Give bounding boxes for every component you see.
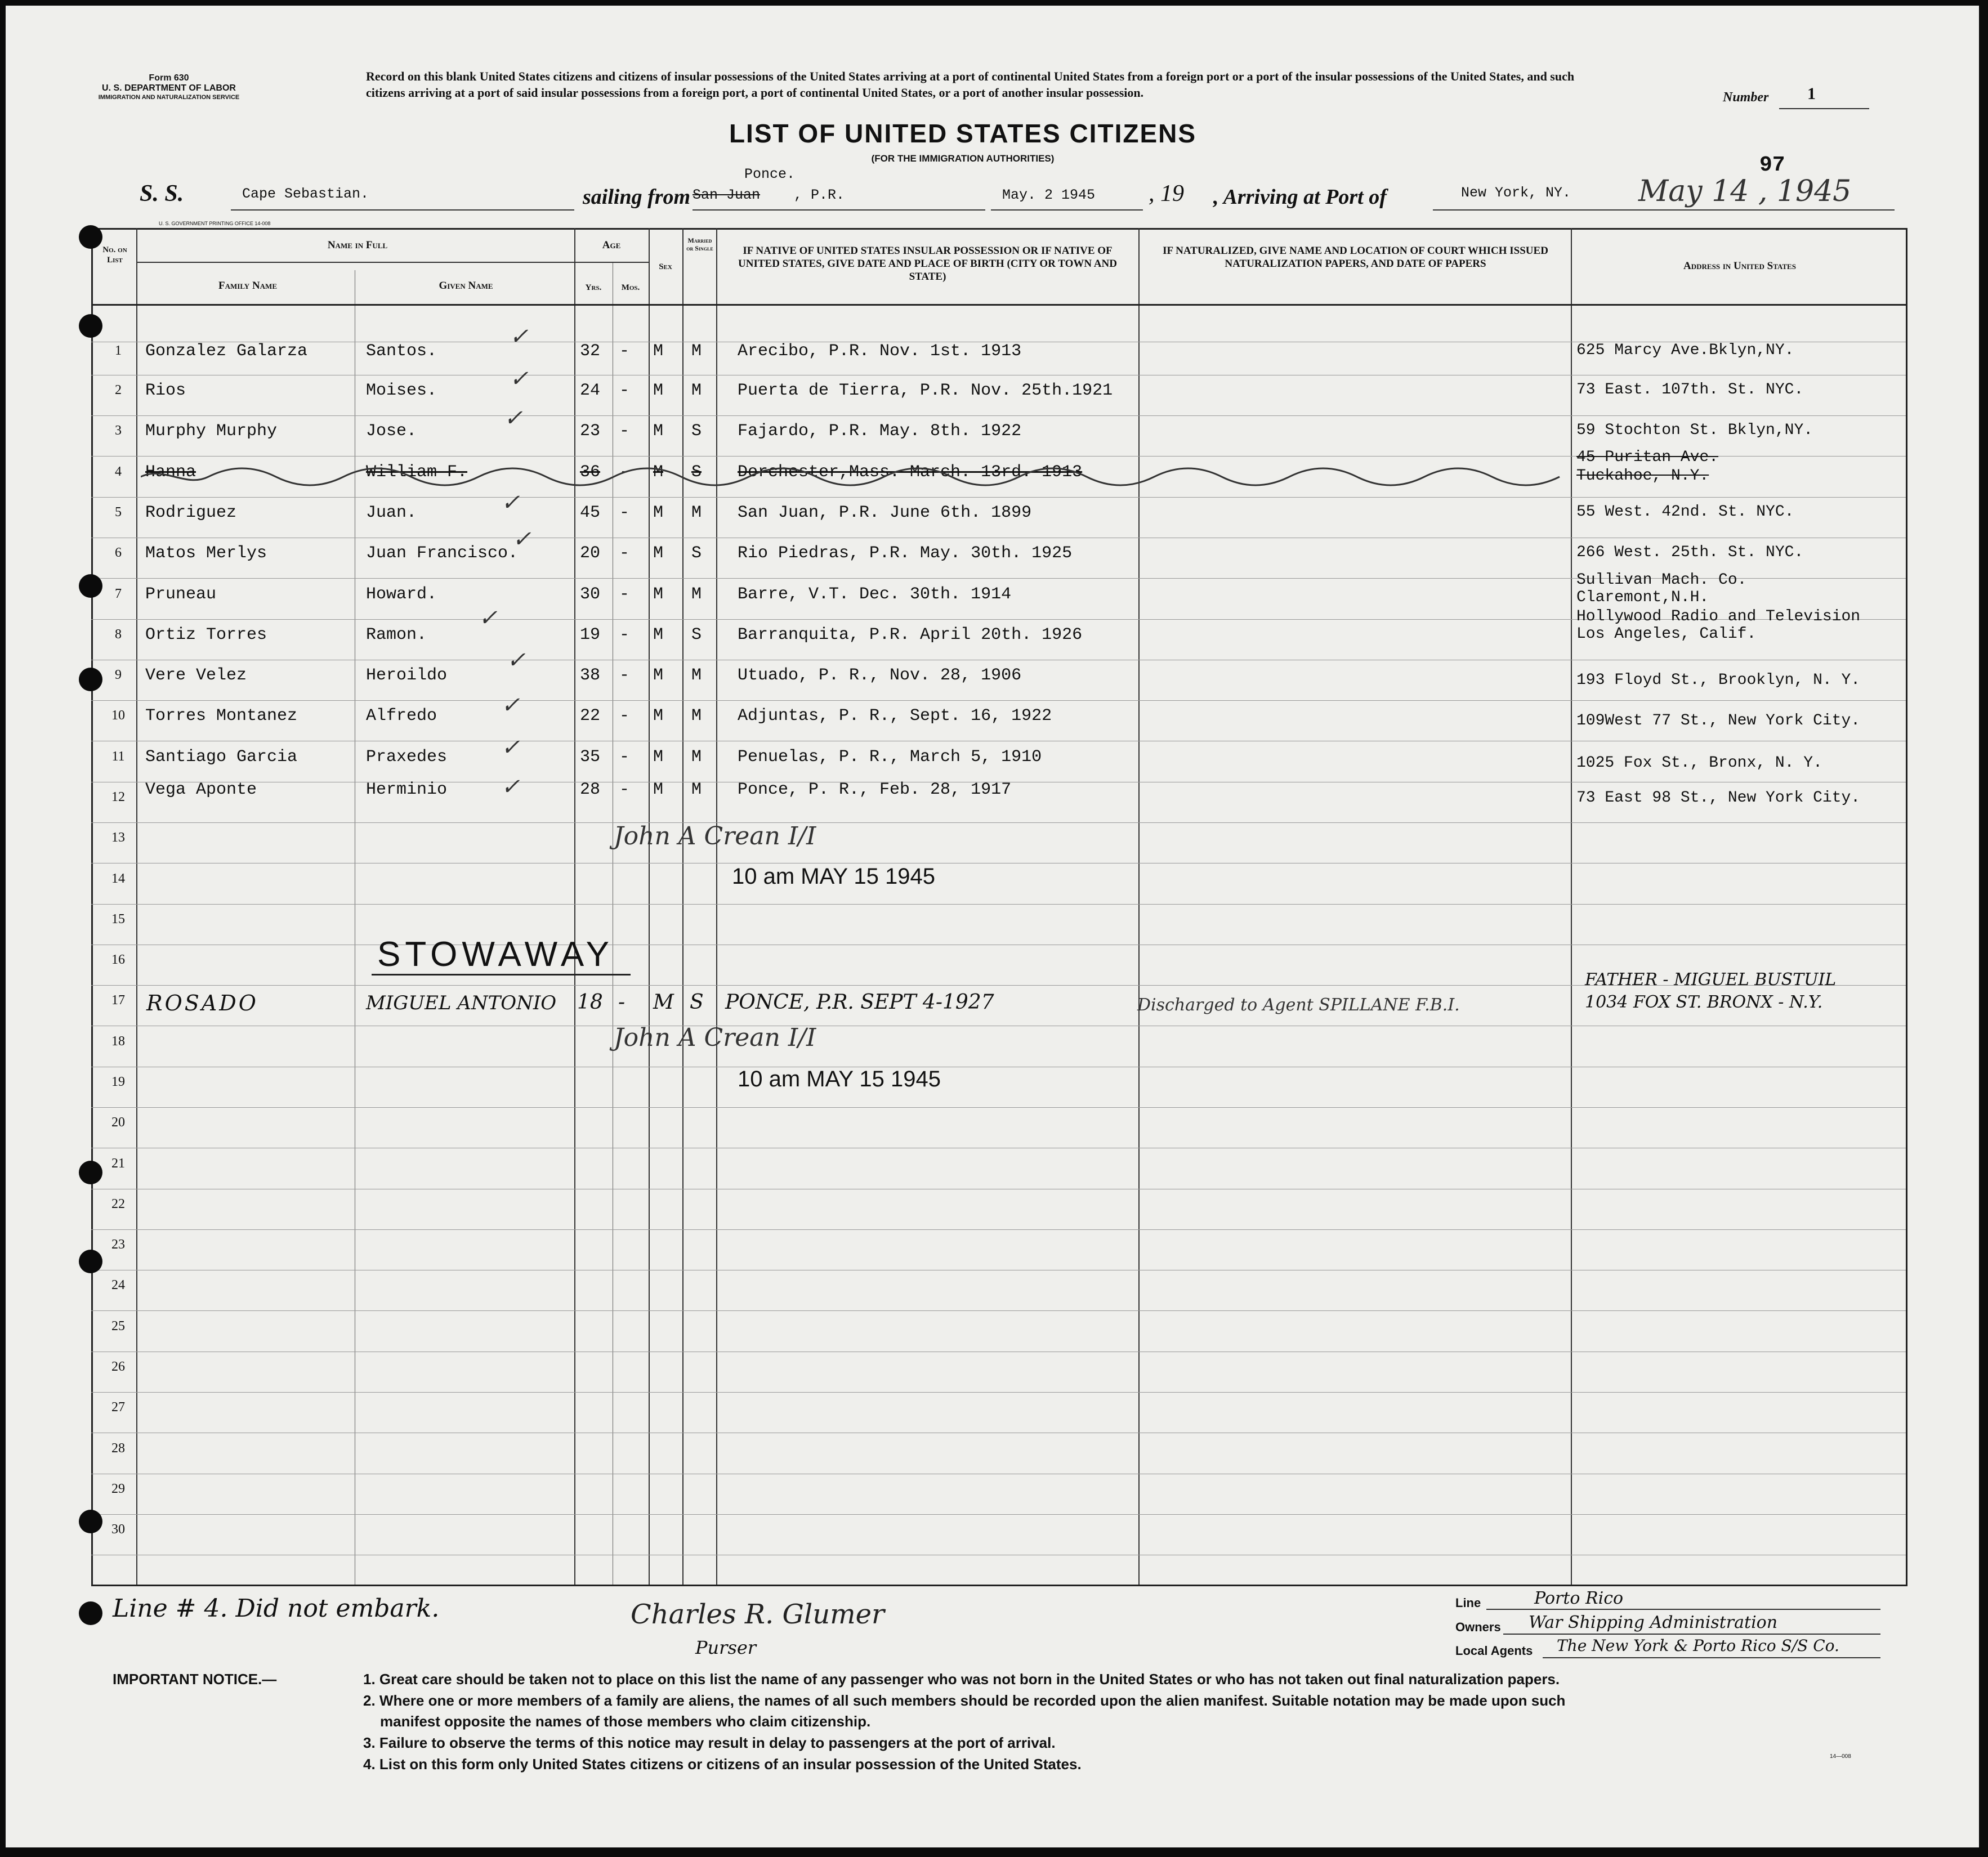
port-underline bbox=[693, 209, 985, 211]
manifest-page bbox=[6, 6, 1979, 1847]
row-number: 5 bbox=[115, 505, 122, 520]
arrival-date-handwritten: May 14 , 1945 bbox=[1638, 174, 1852, 208]
check-mark: ✓ bbox=[504, 405, 523, 431]
sailing-port-struck: San Juan bbox=[693, 187, 761, 203]
arrive-underline bbox=[1433, 209, 1895, 211]
check-mark: ✓ bbox=[479, 605, 498, 631]
sex: M bbox=[653, 666, 664, 685]
family-name: Hanna bbox=[145, 463, 196, 482]
given-name: Howard. bbox=[366, 585, 437, 604]
rule bbox=[91, 1514, 1906, 1515]
birth-info: Fajardo, P.R. May. 8th. 1922 bbox=[738, 422, 1022, 441]
given-name: MIGUEL ANTONIO bbox=[366, 992, 557, 1014]
marital-status: M bbox=[691, 342, 702, 361]
row-number: 23 bbox=[111, 1237, 125, 1252]
header-no-on-list: No. on List bbox=[102, 245, 127, 265]
col-divider bbox=[574, 228, 575, 1586]
marital-status: M bbox=[691, 503, 702, 522]
birth-info: Arecibo, P.R. Nov. 1st. 1913 bbox=[738, 342, 1022, 361]
notice-item-2: 2. Where one or more members of a family are aliens, the names of all such members should be recorded upon the alien manifest. Suitable notation may be made upon such bbox=[363, 1692, 1566, 1709]
age-years: 45 bbox=[580, 503, 601, 522]
age-months: - bbox=[619, 780, 630, 799]
address: Sullivan Mach. Co. bbox=[1576, 571, 1747, 589]
birth-info: Penuelas, P. R., March 5, 1910 bbox=[738, 748, 1042, 767]
check-mark: ✓ bbox=[510, 324, 529, 350]
sailing-label: sailing from bbox=[583, 185, 691, 209]
printer-note: U. S. GOVERNMENT PRINTING OFFICE 14-008 bbox=[159, 221, 271, 226]
stamp-number: 97 bbox=[1759, 153, 1785, 177]
address: 73 East. 107th. St. NYC. bbox=[1576, 381, 1804, 399]
footer-code: 14—008 bbox=[1830, 1753, 1851, 1760]
year-prefix: , 19 bbox=[1149, 181, 1184, 207]
punch-hole bbox=[79, 574, 102, 598]
row-number: 7 bbox=[115, 587, 122, 601]
row-number: 24 bbox=[111, 1278, 125, 1292]
check-mark: ✓ bbox=[501, 692, 520, 718]
notice-item-1: 1. Great care should be taken not to place on this list the name of any passenger who was not born in the United States or who has not taken out final naturalization papers. bbox=[363, 1671, 1560, 1688]
col-divider bbox=[649, 228, 650, 1586]
age-months: - bbox=[618, 991, 626, 1014]
header-bottom-rule bbox=[91, 304, 1906, 306]
punch-hole bbox=[79, 1161, 102, 1184]
age-years: 24 bbox=[580, 381, 601, 400]
purser-signature: Charles R. Glumer bbox=[631, 1599, 884, 1630]
rule bbox=[91, 415, 1906, 416]
header-age: Age bbox=[602, 239, 621, 251]
header-rule bbox=[136, 262, 649, 263]
department-name: U. S. DEPARTMENT OF LABOR bbox=[102, 83, 236, 93]
row-number: 27 bbox=[111, 1400, 125, 1415]
notice-item-4: 4. List on this form only United States citizens or citizens of an insular possession of the United States. bbox=[363, 1755, 1082, 1773]
family-name: Pruneau bbox=[145, 585, 217, 604]
notice-item-2-continued: manifest opposite the names of those members who claim citizenship. bbox=[380, 1713, 871, 1730]
row-number: 11 bbox=[111, 749, 125, 764]
row-number: 25 bbox=[111, 1319, 125, 1334]
family-name: Vega Aponte bbox=[145, 780, 257, 799]
given-name: Praxedes bbox=[366, 748, 448, 767]
address: 73 East 98 St., New York City. bbox=[1576, 789, 1861, 807]
stowaway-label: STOWAWAY bbox=[377, 935, 614, 974]
sex: M bbox=[653, 342, 664, 361]
important-notice bbox=[113, 1669, 1914, 1775]
number-label: Number bbox=[1723, 90, 1769, 105]
header-family-name: Family Name bbox=[218, 280, 277, 292]
age-months: - bbox=[619, 342, 630, 361]
table-bottom-rule bbox=[91, 1585, 1906, 1586]
address: Hollywood Radio and Television bbox=[1576, 608, 1861, 625]
header-birth: IF NATIVE OF UNITED STATES INSULAR POSSESSION OR IF NATIVE OF UNITED STATES, GIVE DATE AND PLACE OF BIRTH (CITY OR TOWN AND STATE) bbox=[738, 245, 1117, 283]
sailing-port-state: , P.R. bbox=[794, 187, 845, 203]
inspection-stamp: 10 am MAY 15 1945 bbox=[738, 1067, 941, 1091]
header-given-name: Given Name bbox=[439, 280, 493, 292]
row-number: 12 bbox=[111, 790, 125, 804]
punch-hole bbox=[79, 225, 102, 249]
given-name: Santos. bbox=[366, 342, 437, 361]
sex: M bbox=[653, 422, 664, 441]
rule bbox=[91, 904, 1906, 905]
check-mark: ✓ bbox=[501, 490, 520, 516]
age-years: 22 bbox=[580, 706, 601, 726]
service-name: IMMIGRATION AND NATURALIZATION SERVICE bbox=[98, 93, 240, 101]
strike-through-line bbox=[141, 463, 1582, 491]
number-underline bbox=[1779, 108, 1869, 109]
address: 45 Puritan Ave. bbox=[1576, 449, 1719, 466]
punch-hole bbox=[79, 668, 102, 691]
ship-name: Cape Sebastian. bbox=[242, 186, 369, 202]
family-name: Gonzalez Galarza bbox=[145, 342, 308, 361]
agents-label: Local Agents bbox=[1455, 1644, 1533, 1658]
check-mark: ✓ bbox=[501, 735, 520, 760]
address: 59 Stochton St. Bklyn,NY. bbox=[1576, 422, 1813, 439]
given-name: Jose. bbox=[366, 422, 417, 441]
owners-value: War Shipping Administration bbox=[1529, 1613, 1778, 1632]
form-number: Form 630 bbox=[149, 73, 189, 83]
sex: M bbox=[653, 585, 664, 604]
age-years: 19 bbox=[580, 625, 601, 645]
rule bbox=[91, 1392, 1906, 1393]
address: FATHER - MIGUEL BUSTUIL bbox=[1585, 970, 1837, 990]
age-months: - bbox=[619, 666, 630, 685]
address: 266 West. 25th. St. NYC. bbox=[1576, 544, 1804, 561]
punch-hole bbox=[79, 1250, 102, 1273]
marital-status: S bbox=[691, 544, 702, 563]
address-line-2: Claremont,N.H. bbox=[1576, 589, 1709, 606]
marital-status: M bbox=[691, 585, 702, 604]
address: 109West 77 St., New York City. bbox=[1576, 712, 1861, 730]
notice-item-3: 3. Failure to observe the terms of this notice may result in delay to passengers at the port of arrival. bbox=[363, 1734, 1056, 1752]
rule bbox=[91, 1310, 1906, 1311]
row-number: 15 bbox=[111, 912, 125, 927]
purser-label: Purser bbox=[695, 1637, 757, 1658]
family-name: Rios bbox=[145, 381, 186, 400]
intro-text: Record on this blank United States citizens and citizens of insular possessions of the United States arriving at a port of continental United States from a foreign port or a port of the insular possessions of the United States, and such citizens arriving at a port of said insular possessions from a foreign port, a port of continental United States, or a port of another insular possession. bbox=[366, 69, 1575, 100]
naturalization-info: Discharged to Agent SPILLANE F.B.I. bbox=[1137, 995, 1460, 1015]
age-years: 28 bbox=[580, 780, 601, 799]
address: 55 West. 42nd. St. NYC. bbox=[1576, 503, 1794, 521]
sex: M bbox=[653, 544, 664, 563]
marital-status: S bbox=[691, 463, 702, 482]
header-sex: Sex bbox=[659, 262, 672, 271]
sex: M bbox=[653, 503, 664, 522]
row-number: 26 bbox=[111, 1359, 125, 1374]
address-line-2: 1034 FOX ST. BRONX - N.Y. bbox=[1585, 992, 1823, 1012]
marital-status: M bbox=[691, 706, 702, 726]
check-mark: ✓ bbox=[512, 526, 531, 552]
age-months: - bbox=[619, 585, 630, 604]
address: 625 Marcy Ave.Bklyn,NY. bbox=[1576, 342, 1794, 359]
check-mark: ✓ bbox=[507, 647, 526, 673]
marital-status: M bbox=[691, 666, 702, 685]
date-underline bbox=[991, 209, 1143, 211]
age-years: 38 bbox=[580, 666, 601, 685]
family-name: Torres Montanez bbox=[145, 706, 298, 726]
row-number: 30 bbox=[111, 1522, 125, 1537]
marital-status: S bbox=[690, 991, 704, 1014]
age-years: 23 bbox=[580, 422, 601, 441]
sex: M bbox=[653, 780, 664, 799]
sailing-port-typed: Ponce. bbox=[744, 166, 796, 182]
birth-info: Rio Piedras, P.R. May. 30th. 1925 bbox=[738, 544, 1073, 563]
age-years: 20 bbox=[580, 544, 601, 563]
form-identifier bbox=[73, 73, 265, 101]
given-name: Herminio bbox=[366, 780, 448, 799]
marital-status: M bbox=[691, 381, 702, 400]
agents-underline bbox=[1543, 1657, 1880, 1658]
family-name: Murphy Murphy bbox=[145, 422, 278, 441]
inspection-stamp: 10 am MAY 15 1945 bbox=[732, 864, 935, 889]
birth-info: San Juan, P.R. June 6th. 1899 bbox=[738, 503, 1032, 522]
owners-underline bbox=[1503, 1634, 1880, 1635]
family-name: Santiago Garcia bbox=[145, 748, 298, 767]
age-years: 32 bbox=[580, 342, 601, 361]
age-months: - bbox=[619, 422, 630, 441]
birth-info: Barranquita, P.R. April 20th. 1926 bbox=[738, 625, 1083, 645]
inspector-signature: John A Crean I/I bbox=[614, 822, 816, 851]
owners-label: Owners bbox=[1455, 1620, 1501, 1634]
age-years: 18 bbox=[577, 991, 603, 1014]
row-number: 17 bbox=[111, 993, 125, 1008]
row-number: 2 bbox=[115, 383, 122, 397]
birth-info: Utuado, P. R., Nov. 28, 1906 bbox=[738, 666, 1022, 685]
address-line-2: Tuckahoe, N.Y. bbox=[1576, 467, 1709, 485]
header-married-single: Married or Single bbox=[686, 236, 713, 253]
number-value: 1 bbox=[1807, 84, 1816, 103]
marital-status: S bbox=[691, 422, 702, 441]
sex: M bbox=[653, 706, 664, 726]
row-number: 13 bbox=[111, 830, 125, 845]
col-divider bbox=[1138, 228, 1140, 1586]
stowaway-underline bbox=[372, 974, 631, 976]
given-name: Moises. bbox=[366, 381, 437, 400]
age-months: - bbox=[619, 748, 630, 767]
age-months: - bbox=[619, 463, 630, 482]
birth-info: PONCE, P.R. SEPT 4-1927 bbox=[725, 991, 994, 1014]
age-years: 36 bbox=[580, 463, 601, 482]
given-name: Juan. bbox=[366, 503, 417, 522]
page-title: LIST OF UNITED STATES CITIZENS bbox=[729, 119, 1197, 148]
line-label: Line bbox=[1455, 1596, 1481, 1610]
given-name: Heroildo bbox=[366, 666, 448, 685]
header-rule bbox=[574, 262, 649, 263]
row-number: 6 bbox=[115, 545, 122, 560]
col-divider bbox=[682, 228, 683, 1586]
given-name: William F. bbox=[366, 463, 468, 482]
age-months: - bbox=[619, 503, 630, 522]
row-number: 16 bbox=[111, 952, 125, 967]
inspector-signature: John A Crean I/I bbox=[614, 1023, 816, 1052]
header-name-in-full: Name in Full bbox=[327, 239, 388, 251]
marital-status: M bbox=[691, 748, 702, 767]
family-name: ROSADO bbox=[146, 991, 258, 1015]
row-number: 10 bbox=[111, 708, 125, 723]
family-name: Rodriguez bbox=[145, 503, 237, 522]
row-number: 9 bbox=[115, 668, 122, 682]
agents-value: The New York & Porto Rico S/S Co. bbox=[1557, 1636, 1839, 1655]
family-name: Matos Merlys bbox=[145, 544, 267, 563]
punch-hole bbox=[79, 314, 102, 338]
header-mos: Mos. bbox=[621, 283, 640, 292]
row-number: 28 bbox=[111, 1441, 125, 1456]
rule bbox=[91, 497, 1906, 498]
header-yrs: Yrs. bbox=[585, 283, 602, 292]
row-number: 22 bbox=[111, 1197, 125, 1211]
row-number: 1 bbox=[115, 343, 122, 358]
sailing-date: May. 2 1945 bbox=[1002, 187, 1096, 203]
row-number: 3 bbox=[115, 423, 122, 438]
page-subtitle: (FOR THE IMMIGRATION AUTHORITIES) bbox=[871, 153, 1055, 164]
row-number: 19 bbox=[111, 1075, 125, 1089]
given-name: Juan Francisco. bbox=[366, 544, 519, 563]
row-number: 18 bbox=[111, 1034, 125, 1049]
arriving-label: , Arriving at Port of bbox=[1213, 185, 1387, 209]
age-months: - bbox=[619, 706, 630, 726]
punch-hole bbox=[79, 1510, 102, 1533]
row-number: 4 bbox=[115, 464, 122, 479]
header-naturalized: IF NATURALIZED, GIVE NAME AND LOCATION OF COURT WHICH ISSUED NATURALIZATION PAPERS, AND DATE OF PAPERS bbox=[1163, 245, 1548, 270]
marital-status: M bbox=[691, 780, 702, 799]
age-years: 30 bbox=[580, 585, 601, 604]
header-address: Address in United States bbox=[1683, 260, 1796, 272]
family-name: Vere Velez bbox=[145, 666, 247, 685]
address: 193 Floyd St., Brooklyn, N. Y. bbox=[1576, 672, 1861, 689]
line-4-note: Line # 4. Did not embark. bbox=[113, 1594, 440, 1623]
notice-title: IMPORTANT NOTICE.— bbox=[113, 1671, 277, 1688]
marital-status: S bbox=[691, 625, 702, 645]
given-name: Ramon. bbox=[366, 625, 427, 645]
age-years: 35 bbox=[580, 748, 601, 767]
birth-info: Adjuntas, P. R., Sept. 16, 1922 bbox=[738, 706, 1052, 726]
row-number: 8 bbox=[115, 627, 122, 642]
sex: M bbox=[653, 463, 664, 482]
rule bbox=[91, 1107, 1906, 1108]
row-number: 29 bbox=[111, 1482, 125, 1496]
age-months: - bbox=[619, 625, 630, 645]
address: 1025 Fox St., Bronx, N. Y. bbox=[1576, 754, 1822, 772]
birth-info: Ponce, P. R., Feb. 28, 1917 bbox=[738, 780, 1012, 799]
sex: M bbox=[653, 748, 664, 767]
line-value: Porto Rico bbox=[1534, 1588, 1624, 1608]
sex: M bbox=[653, 625, 664, 645]
col-divider bbox=[716, 228, 717, 1586]
birth-info: Dorchester,Mass. March. 13rd. 1913 bbox=[738, 463, 1083, 482]
sex: M bbox=[653, 991, 674, 1014]
family-name: Ortiz Torres bbox=[145, 625, 267, 645]
birth-info: Puerta de Tierra, P.R. Nov. 25th.1921 bbox=[738, 381, 1113, 400]
birth-info: Barre, V.T. Dec. 30th. 1914 bbox=[738, 585, 1012, 604]
age-months: - bbox=[619, 544, 630, 563]
line-underline bbox=[1486, 1609, 1880, 1610]
age-months: - bbox=[619, 381, 630, 400]
check-mark: ✓ bbox=[501, 774, 520, 800]
ss-label: S. S. bbox=[140, 181, 184, 207]
rule bbox=[91, 1229, 1906, 1230]
rule bbox=[91, 822, 1906, 823]
row-number: 21 bbox=[111, 1156, 125, 1171]
col-divider bbox=[1571, 228, 1572, 1586]
address-line-2: Los Angeles, Calif. bbox=[1576, 625, 1757, 643]
check-mark: ✓ bbox=[510, 366, 529, 392]
given-name: Alfredo bbox=[366, 706, 437, 726]
sex: M bbox=[653, 381, 664, 400]
row-number: 20 bbox=[111, 1115, 125, 1130]
rule bbox=[91, 700, 1906, 701]
punch-hole bbox=[79, 1601, 102, 1625]
row-number: 14 bbox=[111, 871, 125, 886]
arriving-port: New York, NY. bbox=[1461, 185, 1571, 201]
ship-underline bbox=[231, 209, 574, 211]
